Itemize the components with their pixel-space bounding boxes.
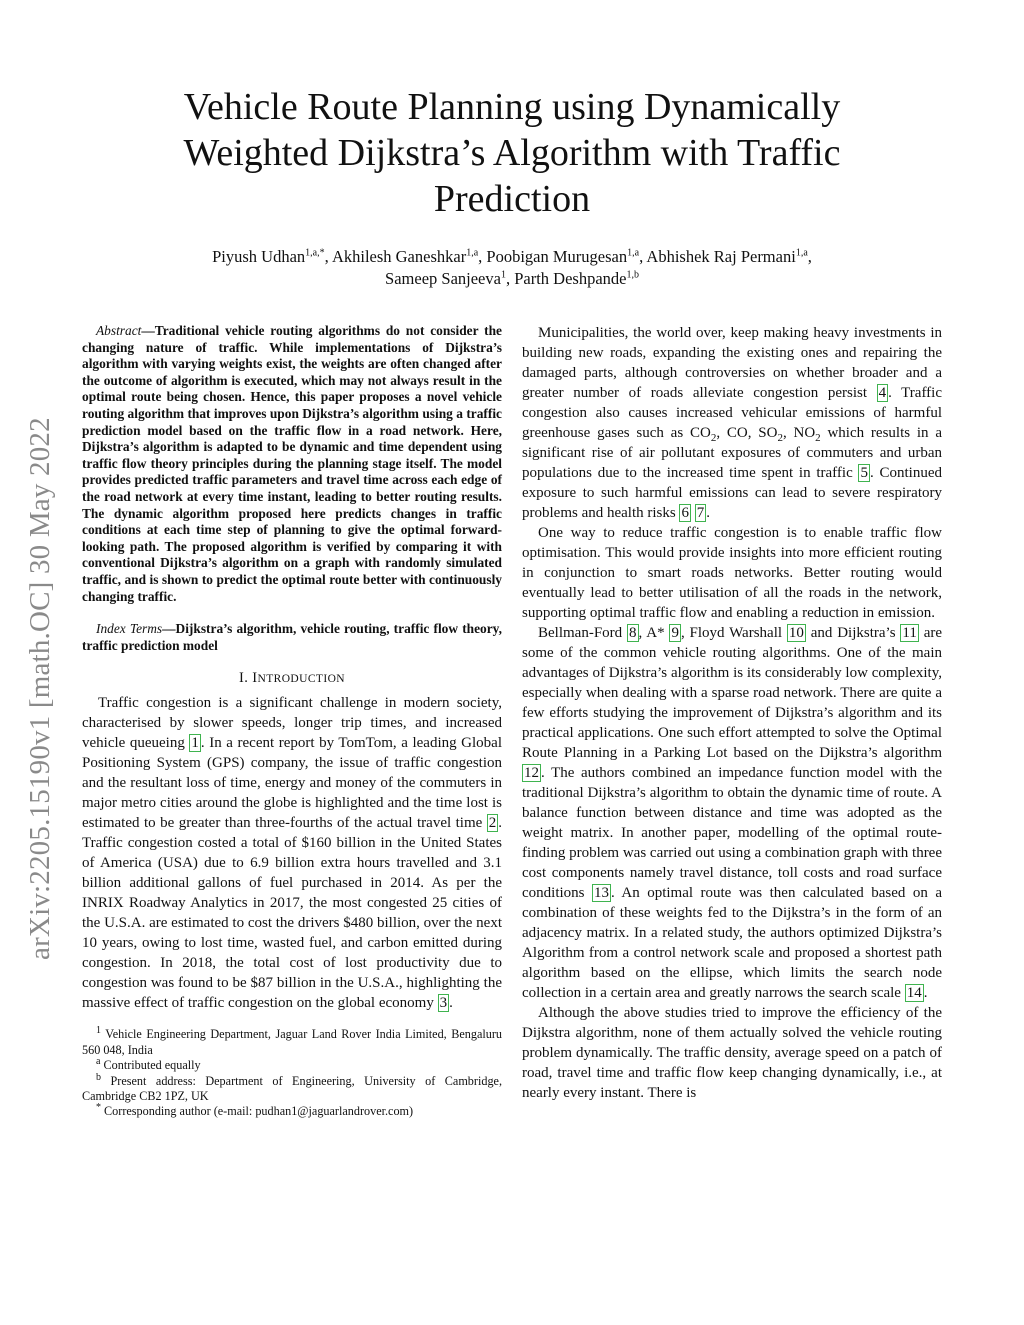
arxiv-identifier-stamp: arXiv:2205.15190v1 [math.OC] 30 May 2022 <box>24 417 56 960</box>
citation-link[interactable]: 7 <box>696 505 705 521</box>
right-column <box>522 323 942 1103</box>
citation-link[interactable]: 4 <box>878 385 887 401</box>
left-column <box>82 323 502 1120</box>
footnote: $^b$ Present address: Department of Engineering, University of Cambridge, Cambridge CB2 1PZ, UK <box>82 1071 502 1103</box>
body-paragraph: Although the above studies tried to improve the efficiency of the Dijkstra algorithm, none of them actually solved the vehicle routing problem dynamically. The traffic density, average speed on a patch of road, travel time and traffic flow keep changing dynamically, i.e., at nearly every instant. There is <box>522 1005 942 1101</box>
paper-title: Vehicle Route Planning using Dynamically Weighted Dijkstra’s Algorithm with Traffic Prediction <box>183 86 841 220</box>
citation-link[interactable]: 8 <box>629 625 637 641</box>
body-paragraph: One way to reduce traffic congestion is to enable traffic flow optimisation. This would provide insights into more efficient routing in conjunction to smart roads networks. Better routing would eventually lead to better utilisation of all the roads in the network, supporting optimal traffic flow and enabling a reduction in emission. <box>522 525 942 621</box>
index-terms: Index Terms—Dijkstra’s algorithm, vehicle routing, traffic flow theory, traffic prediction model <box>82 621 502 653</box>
body-paragraph: Bellman-Ford 8 , A* 9 , Floyd Warshall 10 and Dijkstra’s 11 are some of the common vehicle routing algorithms. One of the main advantages of Dijkstra’s algorithm is its considerably low complexity, especially when dealing with a sparse road network. There are quite a few efforts studying the improvement of Dijkstra’s algorithm and its practical applications. One such effort attempted to solve the Optimal Route Planning in a Parking Lot based on the Dijkstra’s algorithm 12 . The authors combined an impedance function model with the traditional Dijkstra’s algorithm to obtain the dynamic time of route. A balance function between distance and time was adopted as the weight matrix. In another paper, modelling of the optimal route-finding problem was carried out using a combination graph with three cost components namely travel distance, toll costs and road surface conditions 13 . An optimal route was then calculated based on a combination of these weights fed to the Dijkstra’s in the form of an adjacency matrix. In a related study, the authors optimized Dijkstra’s Algorithm from a control network scale and proposed a shortest path algorithm based on the ellipse, which limits the search node collection in a certain area and greatly narrows the search scale 14 . <box>522 625 943 1001</box>
author: Piyush Udhan$^{1,a,*}$ <box>212 247 325 266</box>
citation-link[interactable]: 3 <box>439 995 448 1012</box>
citation-link[interactable]: 1 <box>191 735 199 752</box>
citation-link[interactable]: 9 <box>671 625 679 641</box>
author: Akhilesh Ganeshkar$^{1,a}$ <box>331 247 479 266</box>
citation-link[interactable]: 10 <box>788 625 804 641</box>
citation-link[interactable]: 14 <box>906 985 922 1001</box>
author: Parth Deshpande$^{1,b}$ <box>514 269 639 288</box>
section-heading-introduction: I. INTRODUCTION <box>239 670 345 687</box>
citation-link[interactable]: 5 <box>860 465 868 481</box>
footnote: $^a$ Contributed equally <box>96 1056 201 1073</box>
citation-link[interactable]: 11 <box>902 625 917 641</box>
abstract: Abstract—Traditional vehicle routing algorithms do not consider the changing nature of traffic. While implementations of Dijkstra’s algorithm with varying weights exist, the weights are often changed after the outcome of algorithm is executed, which may not always result in the optimal route being chosen. Hence, this paper proposes a novel vehicle routing algorithm that improves upon Dijkstra’s algorithm using a traffic prediction model based on the traffic flow in a road network. Here, Dijkstra’s algorithm is adapted to be dynamic and time dependent using traffic flow theory principles during the planning stage itself. The model provides predicted traffic parameters and travel time across each edge of the road network at every time instant, leading to better routing results. The dynamic algorithm proposed here predicts changes in traffic conditions at each time step of planning to give the optimal forward-looking path. The proposed algorithm is verified by comparing it with conventional Dijkstra’s algorithm on a graph with randomly simulated traffic, and is shown to predict the optimal route better with continuously changing traffic. <box>82 323 502 604</box>
citation-link[interactable]: 2 <box>488 815 497 832</box>
body-paragraph: Municipalities, the world over, keep making heavy investments in building new roads, expanding the existing ones and repairing the damaged parts, although controversies on whether broader and a greater number of roads alleviate congestion persist 4 . Traffic congestion also causes increased vehicular emissions of harmful greenhouse gases such as $CO_2$, CO, $SO_2$, $NO_2$ which results in a significant rise of air pollutant exposures of commuters and urban populations due to the increased time spent in traffic 5 . Continued exposure to such harmful emissions can lead to severe respiratory problems and health risks 6 7 . <box>522 325 943 521</box>
citation-link[interactable]: 12 <box>524 765 539 781</box>
author: Abhishek Raj Permani$^{1,a}$ <box>646 247 808 266</box>
footnotes <box>82 1027 502 1119</box>
footnote: * Corresponding author (e-mail: pudhan1@jaguarlandrover.com) <box>96 1102 414 1119</box>
footnote: $^1$ Vehicle Engineering Department, Jaguar Land Rover India Limited, Bengaluru 560 048, India <box>82 1025 502 1057</box>
citation-link[interactable]: 13 <box>593 885 609 901</box>
citation-link[interactable]: 6 <box>681 505 689 521</box>
intro-paragraph: Traffic congestion is a significant challenge in modern society, characterised by slower speeds, longer trip times, and increased vehicle queueing 1 . In a recent report by TomTom, a leading Global Positioning System (GPS) company, the issue of traffic congestion and the resultant loss of time, energy and money of the commuters in major metro cities around the globe is highlighted and the time lost is estimated to be greater than three-fourths of the actual travel time 2 . Traffic congestion costed a total of $160 billion in the United States of America (USA) due to 6.9 billion extra hours travelled and 3.1 billion additional gallons of fuel purchased in 2014. As per the INRIX Roadway Analytics in 2017, the most congested 25 cities of the U.S.A. are estimated to cost the drivers $480 billion, over the next 10 years, owing to lost time, wasted fuel, and carbon emitted during congestion. In 2018, the total cost of lost productivity due to congestion was found to be $87 billion in the U.S.A., highlighting the massive effect of traffic congestion on the global economy 3 . <box>82 695 502 1012</box>
author: Sameep Sanjeeva$^1$ <box>385 269 506 288</box>
author: Poobigan Murugesan$^{1,a}$ <box>486 247 640 266</box>
author-list: Piyush Udhan$^{1,a,*}$, Akhilesh Ganeshkar$^{1,a}$, Poobigan Murugesan$^{1,a}$, Abhishek Raj Permani$^{1,a}$, Sameep Sanjeeva$^1$, Parth Deshpande$^{1,b}$ <box>212 247 812 288</box>
